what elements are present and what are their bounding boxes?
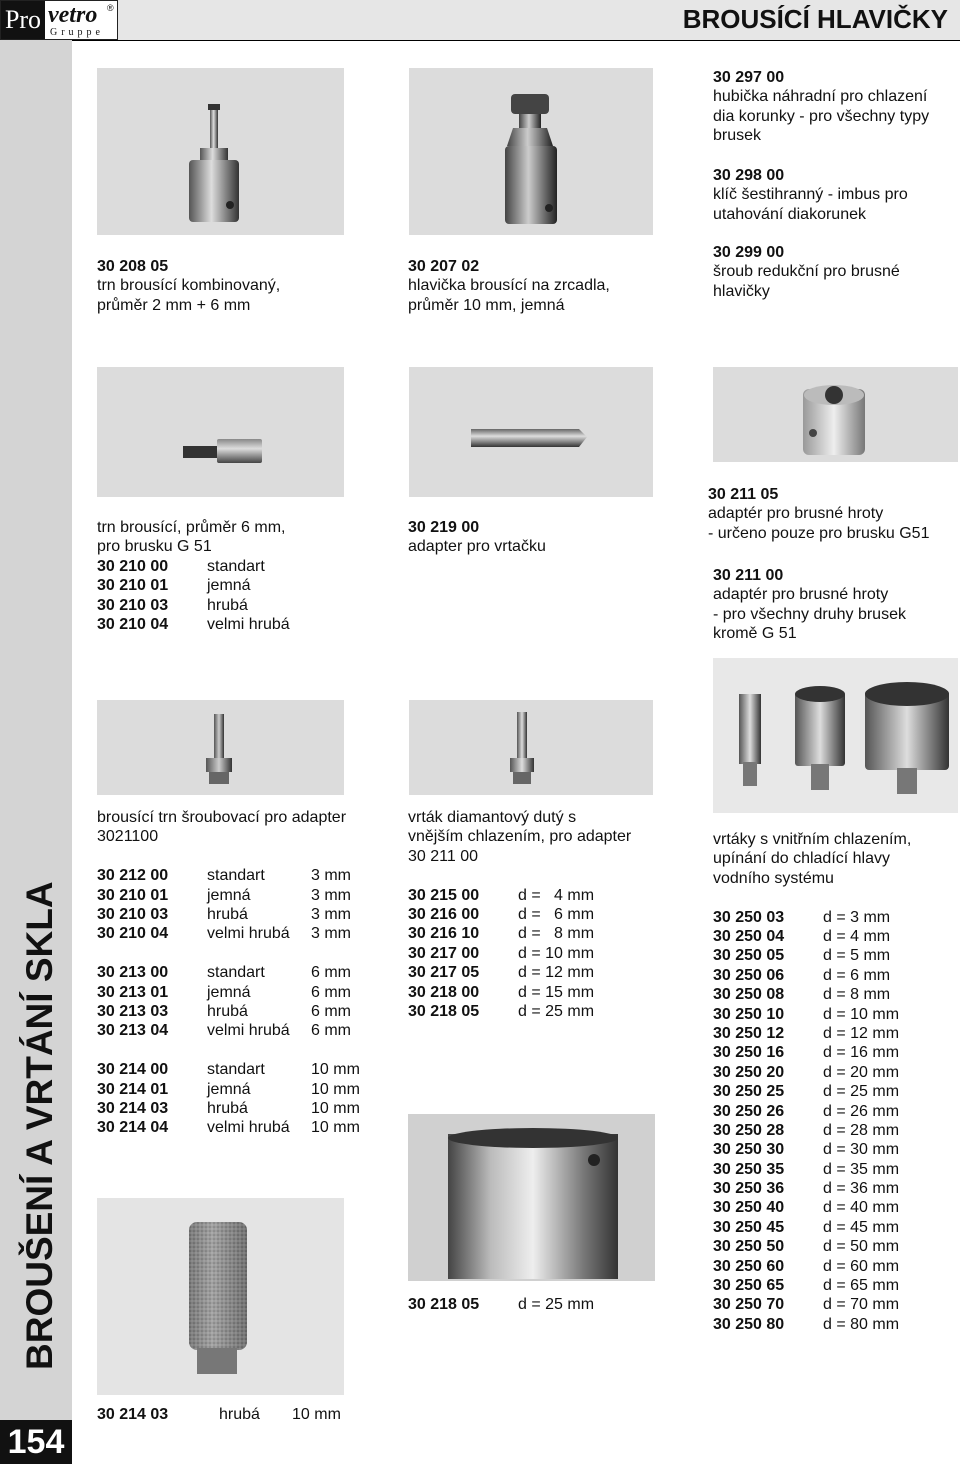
item-code: 30 208 05: [97, 258, 169, 275]
table-row: 30 250 40 d = 40 mm: [713, 1199, 900, 1217]
table-row: 30 214 00 standart 10 mm: [97, 1061, 360, 1079]
item-desc: vrták diamantový dutý s: [408, 809, 577, 826]
table-row: 30 250 03 d = 3 mm: [713, 908, 891, 926]
table-row: 30 217 05 d = 12 mm: [408, 964, 595, 982]
item-desc: adaptér pro brusné hroty: [708, 505, 884, 523]
logo-registered: ®: [107, 3, 114, 13]
table-row: 30 210 00 standart: [97, 557, 265, 575]
table-row: 30 216 10 d = 8 mm: [408, 925, 595, 943]
photo-mandrel-g51: [97, 367, 344, 497]
mandrel-icon: [97, 700, 344, 795]
item-desc: - pro všechny druhy brusek: [713, 605, 906, 623]
item-30-207-02: [408, 257, 688, 315]
item-desc: hlavička brousící na zrcadla,: [408, 277, 610, 295]
table-row: 30 250 30 d = 30 mm: [713, 1141, 900, 1159]
item-code: 30 297 00: [713, 69, 785, 86]
table-row: 30 213 03 hrubá 6 mm: [97, 1002, 351, 1020]
item-screw-mandrel-list: [97, 808, 397, 1138]
item-desc: upínání do chladící hlavy: [713, 850, 891, 868]
table-row: 30 250 50 d = 50 mm: [713, 1238, 900, 1256]
table-row: 30 250 35 d = 35 mm: [713, 1160, 900, 1178]
photo-coarse-mandrel: [97, 1198, 344, 1395]
table-row: 30 210 01 jemná 3 mm: [97, 886, 351, 904]
item-30-297-00: [713, 68, 958, 146]
photo-mirror-head: [409, 68, 653, 235]
table-row: 30 210 03 hrubá: [97, 596, 248, 614]
photo-screw-mandrel: [97, 700, 344, 795]
item-desc: šroub redukční pro brusné: [713, 263, 900, 281]
item-code: 30 207 02: [408, 258, 480, 275]
adapter-icon: [713, 367, 958, 462]
mandrel-icon: [97, 68, 344, 235]
item-30-219-00: [408, 518, 688, 557]
table-row: 30 216 00 d = 6 mm: [408, 906, 595, 923]
item-30-211-05: [708, 485, 960, 543]
table-row: 30 210 03 hrubá 3 mm: [97, 905, 351, 923]
item-desc: adaptér pro brusné hroty: [713, 586, 889, 604]
table-row: 30 218 00 d = 15 mm: [408, 983, 595, 1001]
table-row: 30 213 04 velmi hrubá 6 mm: [97, 1022, 351, 1040]
photo-adapter-hroty: [713, 367, 958, 462]
table-row: 30 250 25 d = 25 mm: [713, 1083, 900, 1101]
logo-vetro: vetro: [48, 2, 98, 28]
item-30-211-00: [713, 566, 958, 644]
page-title: BROUSÍCÍ HLAVIČKY: [682, 4, 948, 34]
item-desc: trn brousící, průměr 6 mm,: [97, 519, 286, 536]
table-row: 30 250 12 d = 12 mm: [713, 1024, 900, 1042]
table-row: 30 210 04 velmi hrubá 3 mm: [97, 925, 351, 943]
table-row: 30 250 08 d = 8 mm: [713, 986, 891, 1004]
page-number: 154: [0, 1420, 72, 1464]
item-desc: 3021100: [97, 828, 159, 846]
grinding-head-icon: [409, 68, 653, 235]
item-desc: trn brousící kombinovaný,: [97, 277, 281, 295]
table-row: 30 215 00 d = 4 mm: [408, 886, 595, 904]
mandrel-icon: [97, 1198, 344, 1395]
item-code: 30 211 00: [713, 567, 784, 584]
adapter-icon: [409, 367, 653, 497]
table-row: 30 250 36 d = 36 mm: [713, 1180, 900, 1198]
photo-drill-25mm: [408, 1114, 655, 1281]
table-row: 30 214 01 jemná 10 mm: [97, 1080, 360, 1098]
table-row: 30 210 01 jemná: [97, 577, 251, 595]
item-30-298-00: [713, 166, 958, 224]
item-desc: adapter pro vrtačku: [408, 538, 546, 556]
item-30-299-00: [713, 243, 958, 301]
photo-mandrel-combined: [97, 68, 344, 235]
item-desc: vrtáky s vnitřním chlazením,: [713, 831, 912, 848]
item-desc: průměr 2 mm + 6 mm: [97, 296, 251, 314]
item-code: 30 219 00: [408, 519, 480, 536]
item-desc: hlavičky: [713, 282, 770, 300]
table-row: 30 214 04 velmi hrubá 10 mm: [97, 1119, 360, 1137]
item-desc: 30 211 00: [408, 847, 478, 865]
table-row: 30 250 06 d = 6 mm: [713, 966, 891, 984]
item-desc: hubička náhradní pro chlazení: [713, 88, 928, 106]
item-desc: průměr 10 mm, jemná: [408, 296, 565, 314]
item-desc: pro brusku G 51: [97, 538, 212, 556]
table-row: 30 250 20 d = 20 mm: [713, 1063, 900, 1081]
table-row: 30 250 45 d = 45 mm: [713, 1218, 900, 1236]
item-30-210: [97, 518, 387, 634]
photo-adapter-drill: [409, 367, 653, 497]
table-row: 30 214 03 hrubá 10 mm: [97, 1099, 360, 1117]
table-row: 30 250 80 d = 80 mm: [713, 1315, 900, 1333]
photo-core-drills: [713, 658, 958, 813]
table-row: 30 210 04 velmi hrubá: [97, 615, 290, 633]
item-30-218-05-caption: 30 218 05 d = 25 mm: [408, 1296, 595, 1313]
item-internal-cooling-drills: [713, 830, 958, 1334]
photo-hollow-drill: [409, 700, 653, 795]
item-desc: brousící trn šroubovací pro adapter: [97, 809, 347, 826]
table-row: 30 213 01 jemná 6 mm: [97, 983, 351, 1001]
table-row: 30 250 05 d = 5 mm: [713, 947, 891, 965]
table-row: 30 217 00 d = 10 mm: [408, 944, 595, 962]
item-desc: dia korunky - pro všechny typy: [713, 107, 930, 125]
item-30-208-05: [97, 257, 377, 315]
table-row: 30 218 05 d = 25 mm: [408, 1002, 595, 1020]
item-30-214-03-caption: 30 214 03 hrubá 10 mm: [97, 1406, 341, 1423]
item-desc: - určeno pouze pro brusku G51: [708, 524, 930, 542]
table-row: 30 212 00 standart 3 mm: [97, 867, 351, 885]
item-desc: kromě G 51: [713, 625, 797, 643]
item-hollow-drill-list: [408, 808, 698, 1021]
table-row: 30 250 26 d = 26 mm: [713, 1102, 900, 1120]
table-row: 30 250 28 d = 28 mm: [713, 1121, 900, 1139]
item-code: 30 298 00: [713, 167, 785, 184]
item-code: 30 211 05: [708, 486, 779, 503]
header-divider: [72, 40, 960, 41]
item-desc: brusek: [713, 127, 762, 145]
table-row: 30 250 65 d = 65 mm: [713, 1277, 900, 1295]
table-row: 30 250 70 d = 70 mm: [713, 1296, 900, 1314]
item-code: 30 299 00: [713, 244, 785, 261]
item-desc: vnějším chlazením, pro adapter: [408, 828, 632, 846]
drill-icon: [713, 658, 958, 813]
header-bar: [118, 0, 960, 40]
drill-icon: [408, 1114, 655, 1281]
drill-icon: [409, 700, 653, 795]
logo-pro: Pro: [1, 1, 45, 39]
table-row: 30 250 10 d = 10 mm: [713, 1005, 900, 1023]
table-row: 30 213 00 standart 6 mm: [97, 964, 351, 982]
section-title: BROUŠENÍ A VRTÁNÍ SKLA: [19, 881, 60, 1370]
logo: [0, 0, 118, 40]
item-desc: utahování diakorunek: [713, 205, 866, 223]
item-desc: vodního systému: [713, 869, 834, 887]
table-row: 30 250 16 d = 16 mm: [713, 1044, 900, 1062]
table-row: 30 250 60 d = 60 mm: [713, 1257, 900, 1275]
mandrel-icon: [97, 367, 344, 497]
logo-gruppe: Gruppe: [50, 27, 104, 38]
table-row: 30 250 04 d = 4 mm: [713, 928, 891, 945]
item-desc: klíč šestihranný - imbus pro: [713, 186, 908, 204]
